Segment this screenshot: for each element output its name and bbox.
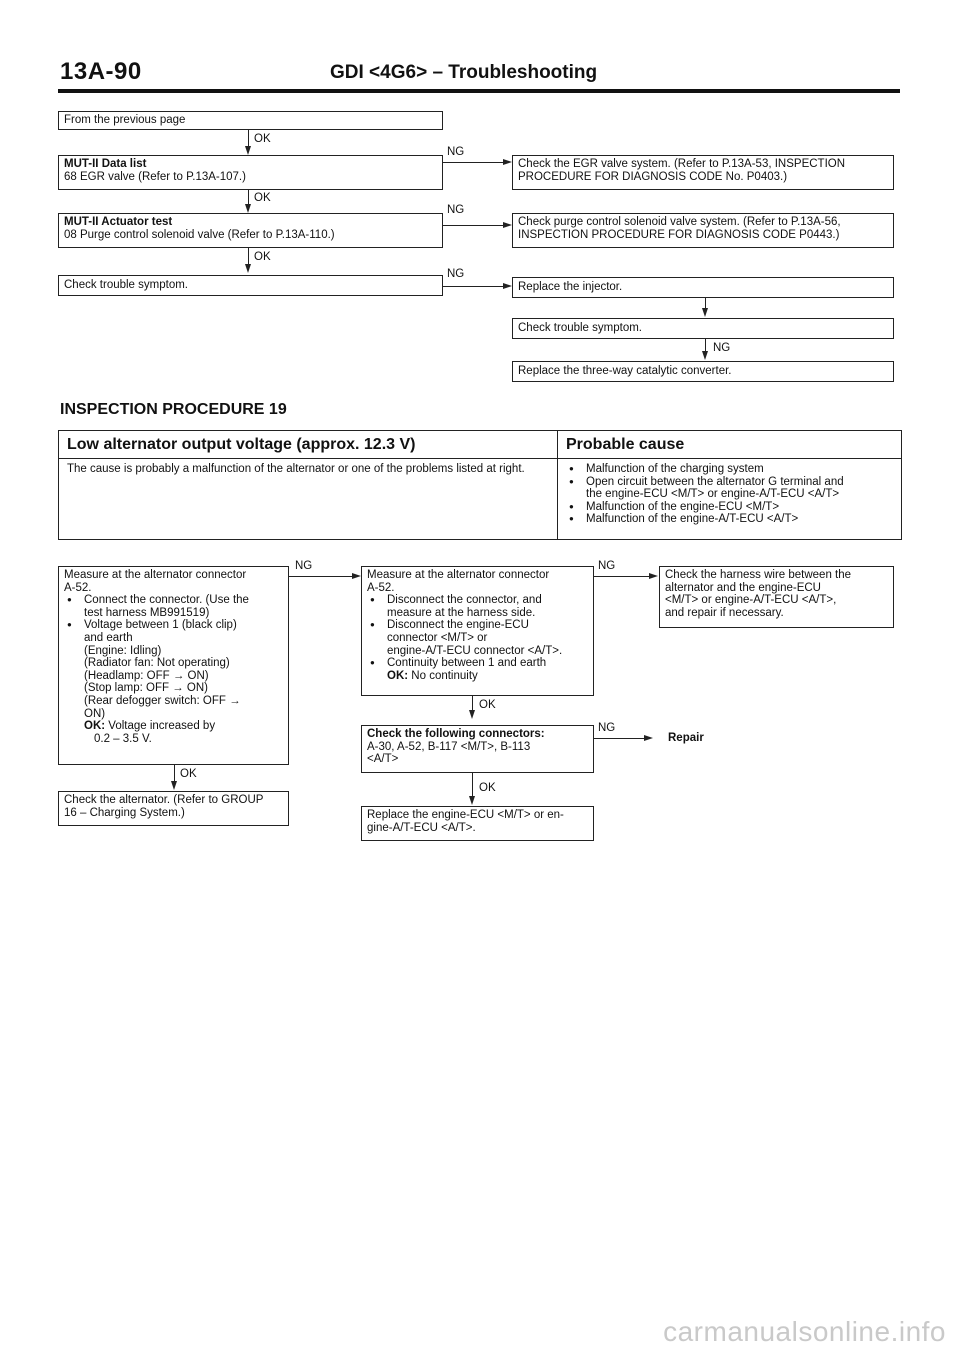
connector-line xyxy=(594,576,649,577)
ok-criteria-label: OK: xyxy=(84,720,106,733)
harness-check-line1: Check the harness wire between the xyxy=(665,569,852,581)
connector-line xyxy=(248,248,249,264)
table-left-header: Low alternator output voltage (approx. 12.3 V) xyxy=(67,436,416,453)
ok-criteria-text: Voltage increased by xyxy=(108,720,216,733)
check-alternator-box xyxy=(58,791,289,826)
replace-converter-text: Replace the three-way catalytic converter. xyxy=(518,365,732,377)
ok-label: OK xyxy=(479,782,496,794)
table-description xyxy=(59,459,557,480)
ok-label: OK xyxy=(254,251,271,263)
ok-label: OK xyxy=(254,192,271,204)
ng-label: NG xyxy=(713,342,731,354)
table-causes xyxy=(558,459,901,530)
arrow-down-icon xyxy=(702,308,708,317)
cause-item: ● Open circuit between the alternator G terminal and xyxy=(566,476,893,489)
replace-injector-box xyxy=(512,277,894,298)
measure2-bullet: ● Continuity between 1 and earth xyxy=(367,657,588,670)
from-previous-text: From the previous page xyxy=(64,114,186,126)
cause-item: ● Malfunction of the charging system xyxy=(566,463,893,476)
arrow-down-icon xyxy=(245,264,251,273)
arrow-down-icon xyxy=(469,710,475,719)
check-symptom-2-text: Check trouble symptom. xyxy=(518,322,642,334)
measure2-line1: Measure at the alternator connector xyxy=(367,569,550,581)
measure1-line1: Measure at the alternator connector xyxy=(64,569,247,581)
arrow-down-icon xyxy=(245,204,251,213)
measure1-condition: (Radiator fan: Not operating) xyxy=(84,657,230,670)
connector-line xyxy=(705,298,706,308)
connector-line xyxy=(289,576,352,577)
connector-line xyxy=(472,773,473,796)
purge-check-line1: Check purge control solenoid valve system. (Refer to P.13A-56, xyxy=(518,216,841,228)
cause-item: ● Malfunction of the engine-A/T-ECU <A/T> xyxy=(566,513,893,526)
cause-item-continued: the engine-ECU <M/T> or engine-A/T-ECU <A/T> xyxy=(586,488,840,501)
connector-line xyxy=(443,162,503,163)
connector-line xyxy=(443,286,503,287)
measure2-bullet-cont: engine-A/T-ECU connector <A/T>. xyxy=(387,644,563,657)
connector-line xyxy=(443,225,503,226)
arrow-right-icon xyxy=(352,573,361,579)
measure1-ok-criteria xyxy=(64,720,283,733)
measure1-ok-value: 0.2 – 3.5 V. xyxy=(94,732,152,745)
measure1-condition: ON) xyxy=(84,707,106,720)
measure2-bullet-cont: connector <M/T> or xyxy=(387,631,488,644)
egr-check-line2: PROCEDURE FOR DIAGNOSIS CODE No. P0403.) xyxy=(518,170,788,183)
measure1-bullet: ● Voltage between 1 (black clip) xyxy=(64,619,283,632)
replace-ecu-line2: gine-A/T-ECU <A/T>. xyxy=(367,821,476,834)
check-alternator-line1: Check the alternator. (Refer to GROUP xyxy=(64,794,264,806)
check-trouble-symptom-box xyxy=(58,275,443,296)
measure2-ok-criteria xyxy=(367,670,588,683)
harness-check-line2: alternator and the engine-ECU xyxy=(665,581,821,594)
arrow-right-icon xyxy=(503,283,512,289)
cause-item: ● Malfunction of the engine-ECU <M/T> xyxy=(566,501,893,514)
ng-label: NG xyxy=(447,146,465,158)
measure1-bullet-cont: and earth xyxy=(84,631,133,644)
header-rule xyxy=(58,89,900,93)
ok-label: OK xyxy=(180,768,197,780)
replace-ecu-line1: Replace the engine-ECU <M/T> or en- xyxy=(367,809,564,821)
check-symptom-text: Check trouble symptom. xyxy=(64,279,188,291)
arrow-down-icon xyxy=(469,796,475,805)
egr-valve-check-box xyxy=(512,155,894,190)
arrow-down-icon xyxy=(702,351,708,360)
arrow-down-icon xyxy=(171,781,177,790)
section-title: INSPECTION PROCEDURE 19 xyxy=(60,401,287,418)
from-previous-page-box xyxy=(58,111,443,130)
measure1-bullet-cont: test harness MB991519) xyxy=(84,606,210,619)
purge-valve-check-box xyxy=(512,213,894,248)
page-number: 13A-90 xyxy=(60,58,142,85)
page-title: GDI <4G6> – Troubleshooting xyxy=(330,62,598,83)
connector-line xyxy=(174,765,175,781)
ng-label: NG xyxy=(598,560,616,572)
measure2-line2: A-52. xyxy=(367,581,395,594)
connectors-title: Check the following connectors: xyxy=(367,728,545,740)
actuator-test-text: 08 Purge control solenoid valve (Refer to P.13A-110.) xyxy=(64,228,335,241)
arrow-right-icon xyxy=(503,222,512,228)
connector-line xyxy=(248,190,249,204)
ng-label: NG xyxy=(598,722,616,734)
measure2-bullet-cont: measure at the harness side. xyxy=(387,606,536,619)
ng-label: NG xyxy=(447,268,465,280)
mut-actuator-test-box xyxy=(58,213,443,248)
repair-label: Repair xyxy=(668,732,704,744)
ok-label: OK xyxy=(479,699,496,711)
arrow-right-icon xyxy=(649,573,658,579)
description-line1: The cause is probably a malfunction of the alternator or one of the problems xyxy=(67,463,454,475)
ng-label: NG xyxy=(447,204,465,216)
data-list-text: 68 EGR valve (Refer to P.13A-107.) xyxy=(64,170,246,183)
measure1-bullet: ● Connect the connector. (Use the xyxy=(64,594,283,607)
check-trouble-symptom-2-box xyxy=(512,318,894,339)
measure1-line2: A-52. xyxy=(64,581,92,594)
table-right-header: Probable cause xyxy=(566,436,685,453)
measure1-condition: (Engine: Idling) xyxy=(84,644,162,657)
connectors-line1: A-30, A-52, B-117 <M/T>, B-113 xyxy=(367,740,531,753)
connector-line xyxy=(472,696,473,710)
connector-line xyxy=(248,130,249,146)
harness-check-box xyxy=(659,566,894,628)
arrow-right-icon xyxy=(503,159,512,165)
measure-voltage-box xyxy=(58,566,289,765)
measure1-condition: (Stop lamp: OFF → ON) xyxy=(84,682,208,695)
replace-converter-box xyxy=(512,361,894,382)
data-list-title: MUT-II Data list xyxy=(64,158,147,170)
measure1-condition: (Headlamp: OFF → ON) xyxy=(84,669,209,682)
replace-ecu-box xyxy=(361,806,594,841)
harness-check-line3: <M/T> or engine-A/T-ECU <A/T>, xyxy=(665,594,837,607)
ok-criteria-label: OK: xyxy=(387,669,409,682)
actuator-test-title: MUT-II Actuator test xyxy=(64,216,173,228)
measure1-condition: (Rear defogger switch: OFF → xyxy=(84,694,241,707)
mut-data-list-box xyxy=(58,155,443,190)
arrow-down-icon xyxy=(245,146,251,155)
egr-check-line1: Check the EGR valve system. (Refer to P.13A-53, INSPECTION xyxy=(518,158,846,170)
ng-label: NG xyxy=(295,560,313,572)
watermark: carmanualsonline.info xyxy=(663,1316,946,1347)
measure2-bullet: ● Disconnect the connector, and xyxy=(367,594,588,607)
connectors-line2: <A/T> xyxy=(367,753,399,766)
check-connectors-box xyxy=(361,725,594,773)
purge-check-line2: INSPECTION PROCEDURE FOR DIAGNOSIS CODE P0443.) xyxy=(518,228,840,241)
harness-check-line4: and repair if necessary. xyxy=(665,606,784,619)
replace-injector-text: Replace the injector. xyxy=(518,281,623,293)
connector-line xyxy=(594,738,644,739)
description-line2: listed at right. xyxy=(456,463,525,475)
check-alternator-line2: 16 – Charging System.) xyxy=(64,806,185,819)
measure2-bullet: ● Disconnect the engine-ECU xyxy=(367,619,588,632)
ok-criteria-text: No continuity xyxy=(411,669,478,682)
ok-label: OK xyxy=(254,133,271,145)
arrow-right-icon xyxy=(644,735,653,741)
symptom-table xyxy=(58,430,902,540)
measure-continuity-box xyxy=(361,566,594,696)
